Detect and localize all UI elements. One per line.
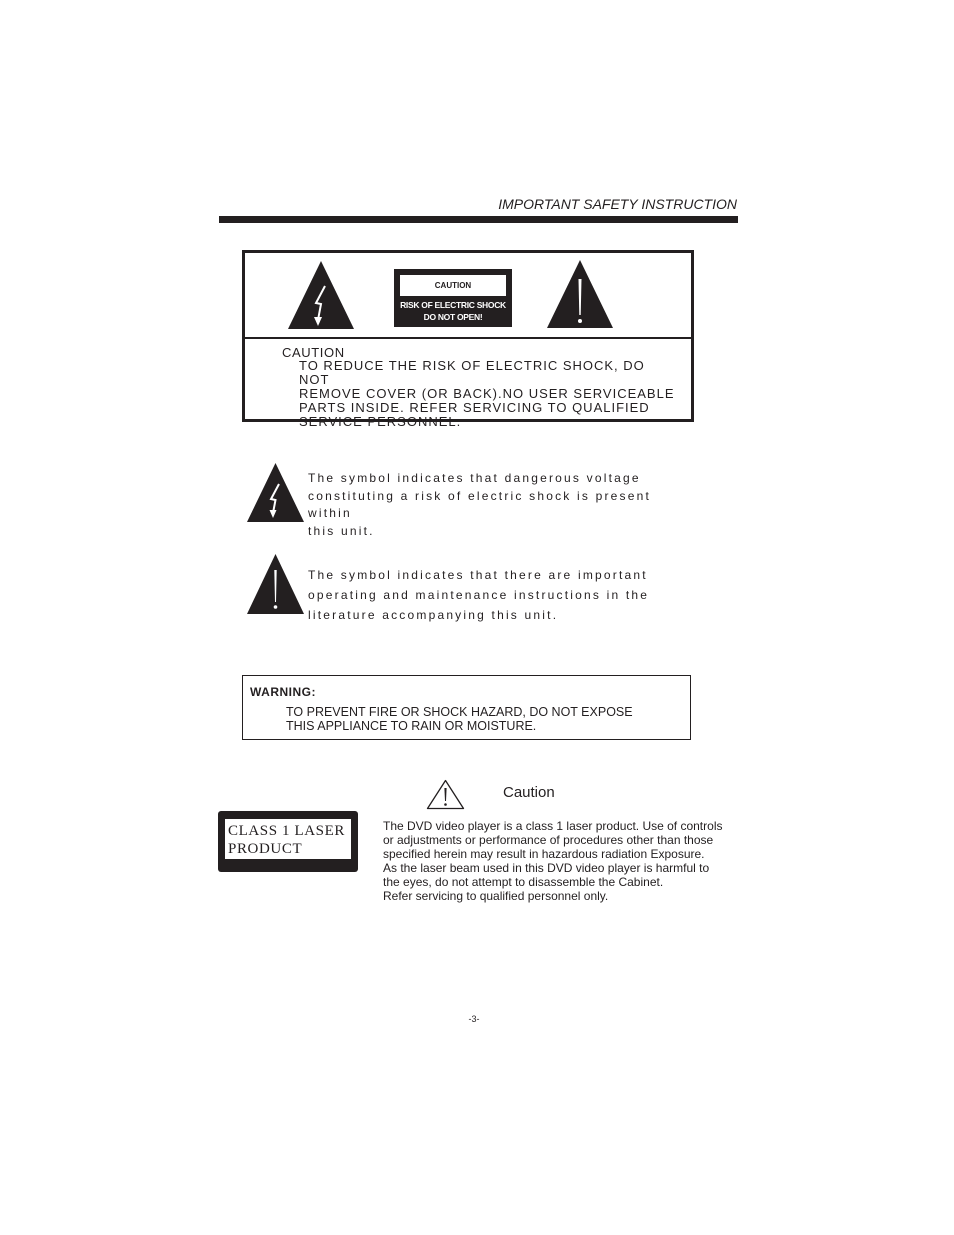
warning-text — [286, 705, 686, 733]
laser-caution-line: The DVD video player is a class 1 laser product. Use of controls — [383, 819, 723, 833]
caution-line: REMOVE COVER (OR BACK).NO USER SERVICEABLE — [299, 386, 675, 401]
caution-outline-icon — [426, 779, 465, 810]
laser-caution-line: or adjustments or performance of procedures other than those — [383, 833, 714, 847]
laser-caution-line: As the laser beam used in this DVD video player is harmful to — [383, 861, 710, 875]
warning-line: THIS APPLIANCE TO RAIN OR MOISTURE. — [286, 719, 537, 733]
description-line: The symbol indicates that there are important — [308, 568, 648, 582]
warning-label: WARNING: — [250, 685, 316, 699]
laser-label-line: CLASS 1 LASER — [228, 823, 345, 839]
description-line: this unit. — [308, 523, 375, 538]
electric-shock-icon — [246, 462, 305, 523]
caution-panel — [242, 250, 694, 429]
laser-label-line: PRODUCT — [228, 841, 303, 857]
voltage-symbol-description — [308, 470, 688, 540]
caution-line: TO REDUCE THE RISK OF ELECTRIC SHOCK, DO NOT — [299, 358, 645, 387]
caution-label-heading: CAUTION — [400, 275, 506, 296]
description-line: literature accompanying this unit. — [308, 608, 559, 622]
warning-line: TO PREVENT FIRE OR SHOCK HAZARD, DO NOT EXPOSE — [286, 705, 633, 719]
exclamation-warning-icon — [546, 259, 614, 329]
laser-caution-text — [383, 819, 743, 903]
laser-label-inner — [225, 819, 351, 859]
electric-shock-icon — [287, 260, 355, 330]
header-rule — [219, 216, 738, 223]
caution-label-plate — [394, 269, 512, 327]
description-line: The symbol indicates that dangerous voltage — [308, 471, 641, 485]
exclamation-warning-icon — [246, 553, 305, 615]
caution-line: PARTS INSIDE. REFER SERVICING TO QUALIFIED — [299, 400, 650, 415]
class1-laser-label — [218, 811, 358, 872]
warning-box — [242, 675, 691, 740]
page-number: -3- — [468, 1014, 480, 1024]
caution-label-text — [396, 299, 510, 323]
description-line: constituting a risk of electric shock is present within — [308, 488, 652, 520]
caution-label-line: RISK OF ELECTRIC SHOCK — [400, 300, 506, 310]
laser-caution-title: Caution — [503, 784, 555, 801]
laser-caution-line: the eyes, do not attempt to disassemble the Cabinet. — [383, 875, 664, 889]
caution-divider — [245, 337, 691, 339]
caution-heading: CAUTION — [282, 345, 345, 360]
laser-label-text — [228, 822, 352, 858]
instruction-symbol-description — [308, 565, 688, 625]
laser-caution-line: Refer servicing to qualified personnel only. — [383, 889, 609, 903]
page-header-title: IMPORTANT SAFETY INSTRUCTION — [498, 196, 737, 212]
caution-text — [299, 359, 679, 429]
caution-line: SERVICE PERSONNEL. — [299, 414, 462, 429]
laser-caution-line: specified herein may result in hazardous radiation Exposure. — [383, 847, 705, 861]
caution-label-line: DO NOT OPEN! — [423, 312, 483, 322]
description-line: operating and maintenance instructions in the — [308, 588, 650, 602]
